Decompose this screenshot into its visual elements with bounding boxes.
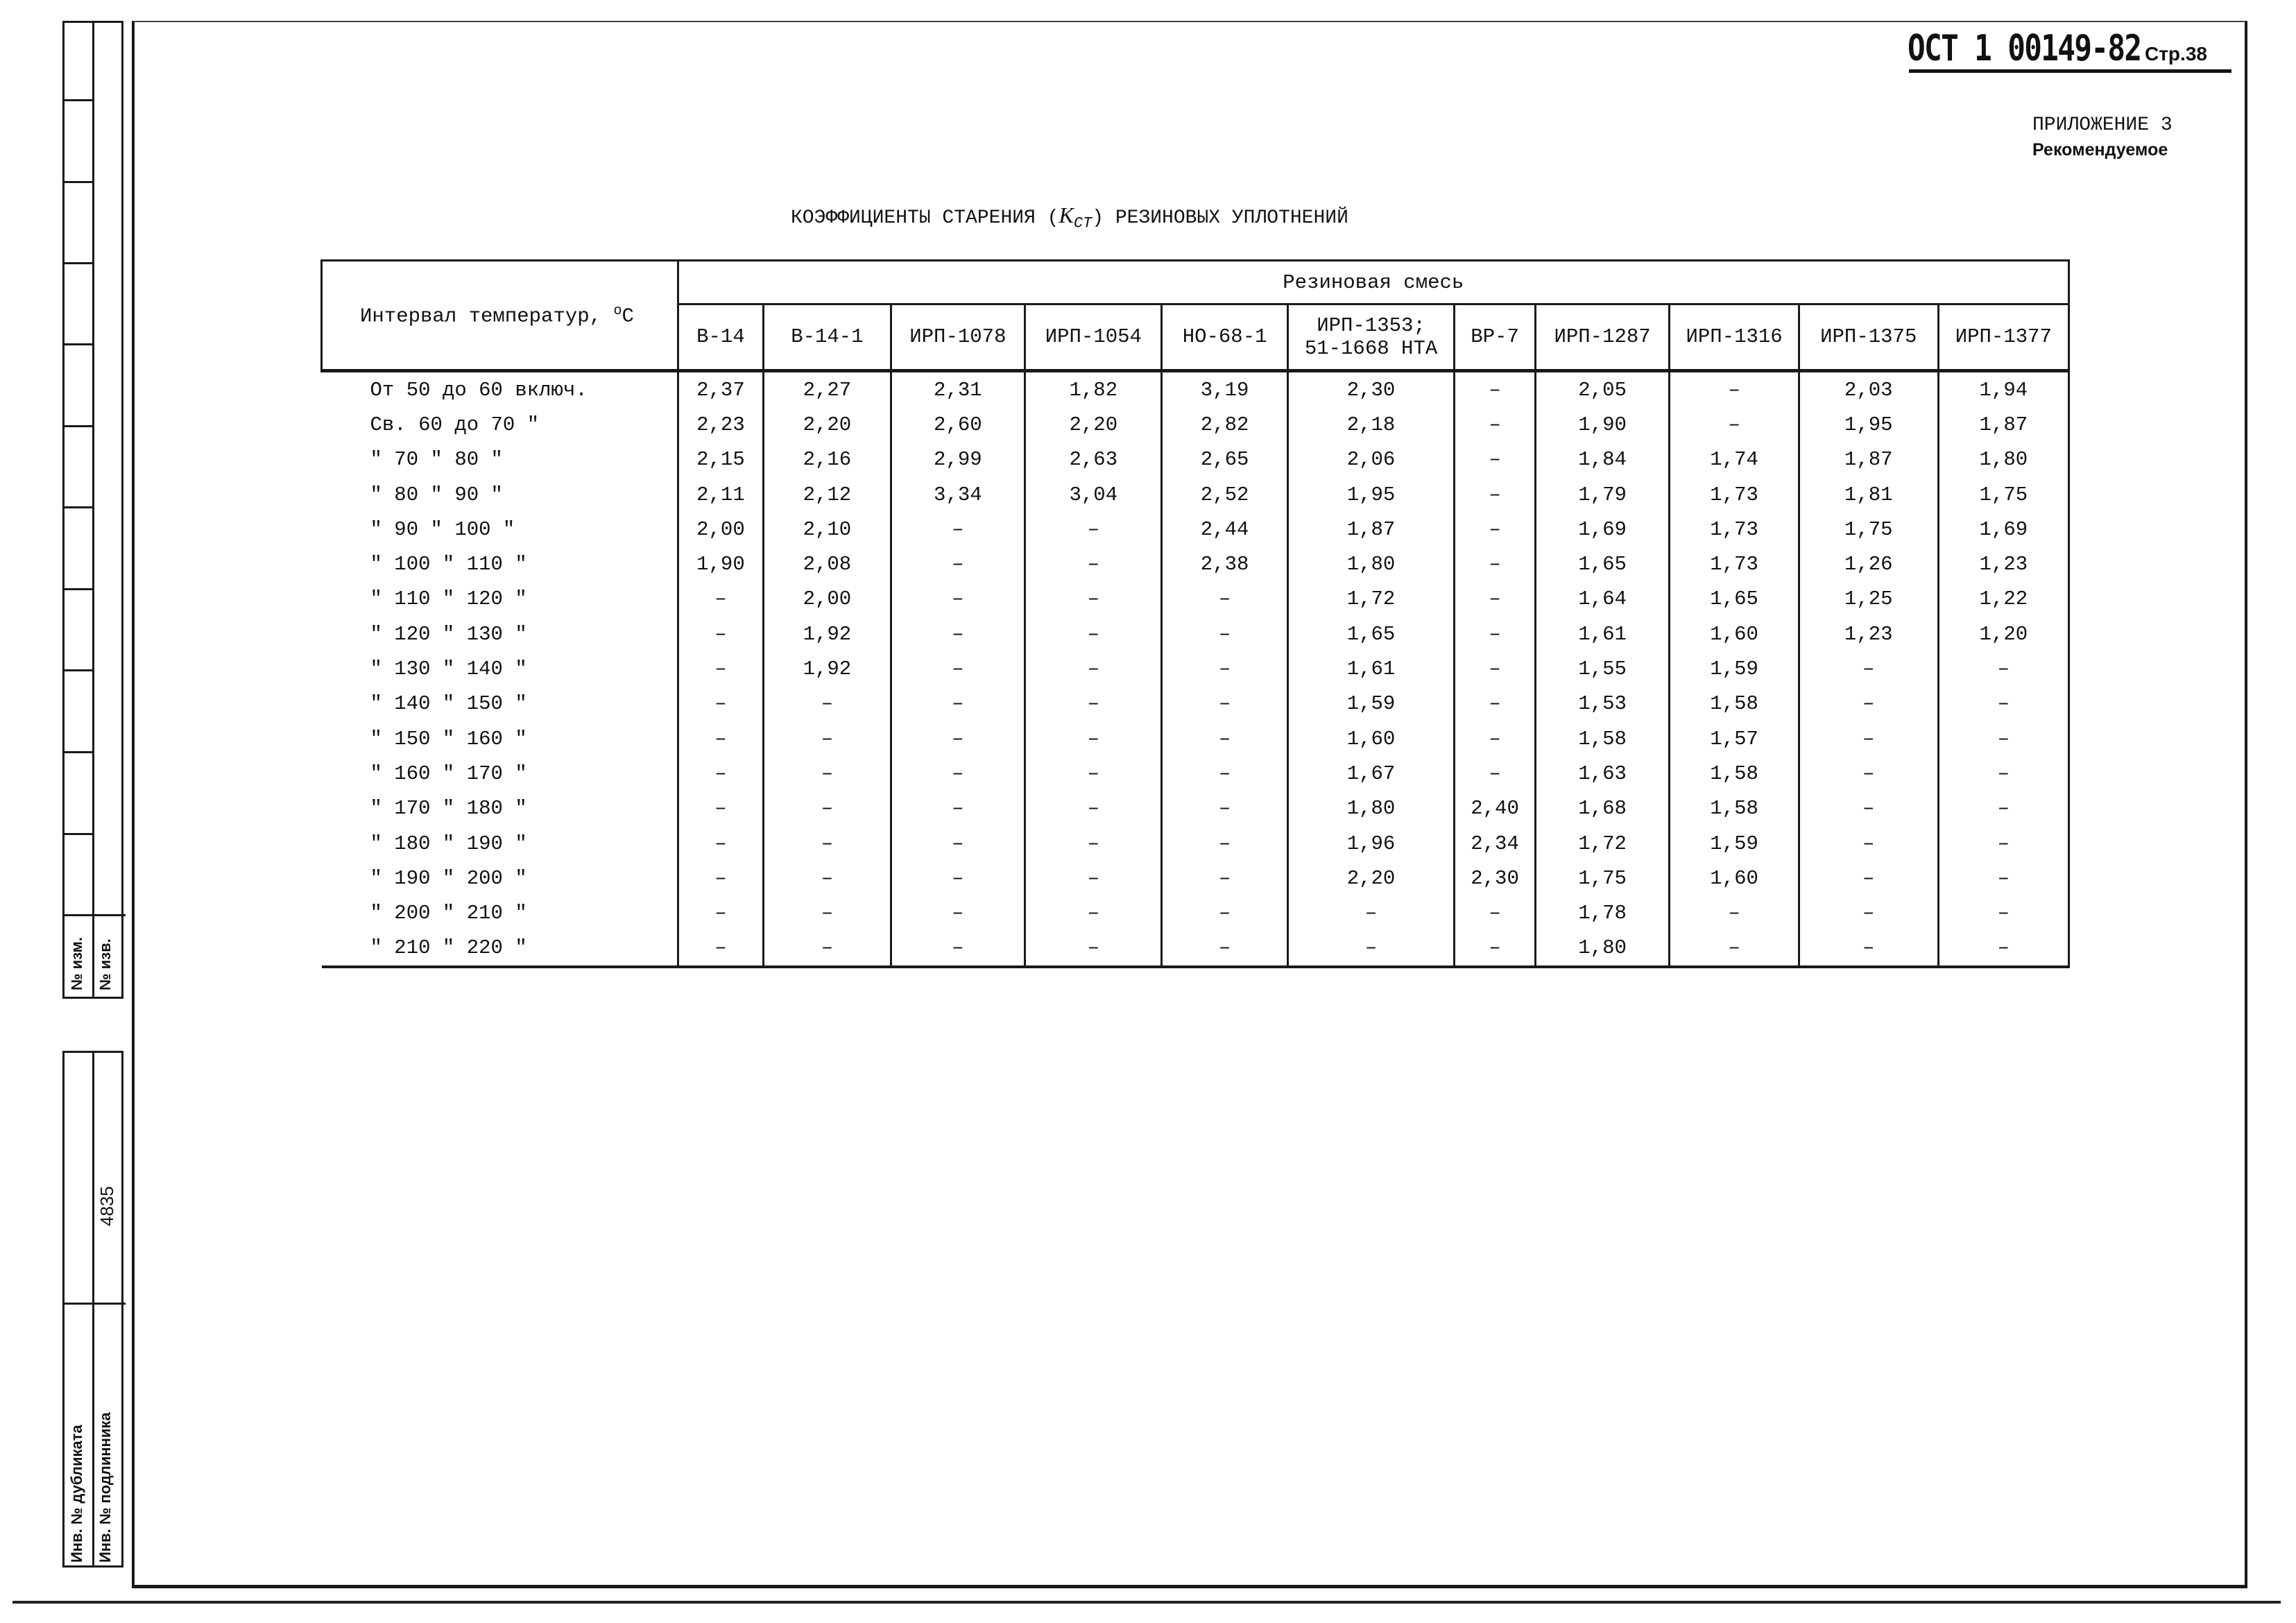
coefficient-cell: 1,25	[1799, 582, 1938, 617]
table-row	[322, 931, 2069, 967]
coefficient-cell: –	[891, 861, 1025, 895]
coefficient-cell: 1,23	[1938, 547, 2068, 581]
coefficient-cell: –	[1799, 687, 1938, 721]
coefficient-cell: –	[1455, 477, 1535, 512]
coefficient-cell: 3,04	[1025, 477, 1162, 512]
temperature-range: ″ 90 ″ 100 ″	[322, 512, 678, 547]
coefficient-cell: –	[764, 756, 891, 791]
temperature-range: ″ 130 ″ 140 ″	[322, 651, 678, 686]
inventory-number: 4835	[96, 1186, 117, 1226]
coefficient-cell: 1,73	[1670, 512, 1799, 547]
table-row	[322, 791, 2069, 826]
coefficient-cell: –	[1455, 687, 1535, 721]
coefficient-cell: 3,34	[891, 477, 1025, 512]
coefficient-cell: 1,22	[1938, 582, 2068, 617]
table-row	[322, 477, 2069, 512]
coefficient-cell: 1,59	[1670, 826, 1799, 861]
coefficient-cell: –	[1025, 582, 1162, 617]
coefficient-cell: 1,67	[1287, 756, 1455, 791]
coefficient-cell: 2,63	[1025, 443, 1162, 477]
coefficient-cell: 1,69	[1535, 512, 1670, 547]
page-number: Стр.38	[2145, 43, 2207, 65]
coefficient-cell: –	[1799, 791, 1938, 826]
temperature-range: ″ 190 ″ 200 ″	[322, 861, 678, 895]
coefficient-cell: –	[764, 861, 891, 895]
coefficient-cell: 2,23	[678, 407, 764, 442]
coefficient-cell: 1,90	[678, 547, 764, 581]
coefficient-cell: –	[891, 651, 1025, 686]
margin-stamp-bottom	[62, 1051, 123, 1568]
coefficient-cell: –	[764, 791, 891, 826]
table-title: КОЭФФИЦИЕНТЫ СТАРЕНИЯ $(K_{СТ})$ РЕЗИНОВЫХ УПЛОТНЕНИЙ	[791, 203, 1348, 232]
coefficient-cell: –	[1799, 756, 1938, 791]
coefficient-cell: 1,61	[1535, 617, 1670, 651]
coefficient-cell: –	[678, 617, 764, 651]
coefficient-cell: 1,95	[1287, 477, 1455, 512]
temperature-range: ″ 110 ″ 120 ″	[322, 582, 678, 617]
coefficient-cell: 2,20	[1025, 407, 1162, 442]
temperature-range: ″ 150 ″ 160 ″	[322, 721, 678, 756]
coefficient-cell: –	[1799, 826, 1938, 861]
temperature-range: ″ 100 ″ 110 ″	[322, 547, 678, 581]
coefficient-cell: –	[1455, 617, 1535, 651]
table-row	[322, 861, 2069, 895]
coefficient-cell: –	[1025, 826, 1162, 861]
coefficient-cell: –	[1455, 371, 1535, 408]
table-row	[322, 443, 2069, 477]
temperature-range: ″ 70 ″ 80 ″	[322, 443, 678, 477]
coefficient-cell: 1,61	[1287, 651, 1455, 686]
coefficient-cell: 1,63	[1535, 756, 1670, 791]
column-header: ИРП-1353; 51-1668 НТА	[1287, 304, 1455, 371]
coefficient-cell: –	[1799, 721, 1938, 756]
coefficient-cell: 2,38	[1162, 547, 1287, 581]
column-header: ИРП-1287	[1535, 304, 1670, 371]
coefficient-cell: 1,94	[1938, 371, 2068, 408]
coefficient-cell: –	[1938, 721, 2068, 756]
coefficient-cell: 1,73	[1670, 547, 1799, 581]
coefficient-cell: 1,72	[1287, 582, 1455, 617]
coefficient-cell: –	[1938, 931, 2068, 967]
coefficient-cell: 1,87	[1938, 407, 2068, 442]
coefficient-cell: 1,60	[1670, 861, 1799, 895]
coefficient-cell: –	[764, 931, 891, 967]
coefficient-cell: 2,52	[1162, 477, 1287, 512]
coefficient-cell: –	[1799, 895, 1938, 930]
coefficient-cell: 1,80	[1287, 547, 1455, 581]
coefficient-cell: –	[1455, 443, 1535, 477]
coefficient-cell: –	[1025, 512, 1162, 547]
coefficient-cell: 1,65	[1670, 582, 1799, 617]
column-header: В-14-1	[764, 304, 891, 371]
coefficient-cell: –	[1162, 651, 1287, 686]
coefficient-cell: 1,23	[1799, 617, 1938, 651]
coefficient-cell: 1,26	[1799, 547, 1938, 581]
coefficient-cell: –	[1670, 407, 1799, 442]
coefficient-cell: 1,95	[1799, 407, 1938, 442]
coefficient-cell: –	[891, 931, 1025, 967]
coefficient-cell: –	[891, 721, 1025, 756]
coefficient-cell: 1,80	[1938, 443, 2068, 477]
table-row	[322, 721, 2069, 756]
coefficient-cell: –	[1938, 861, 2068, 895]
coefficient-cell: 2,31	[891, 371, 1025, 408]
change-number-label: № изм.	[68, 937, 85, 990]
coefficient-cell: 1,87	[1287, 512, 1455, 547]
coefficient-cell: –	[1455, 931, 1535, 967]
coefficient-cell: –	[891, 756, 1025, 791]
coefficient-cell: –	[1162, 931, 1287, 967]
coefficient-cell: –	[1799, 861, 1938, 895]
table-row	[322, 547, 2069, 581]
coefficient-cell: 1,79	[1535, 477, 1670, 512]
coefficient-cell: 2,18	[1287, 407, 1455, 442]
appendix-label: ПРИЛОЖЕНИЕ 3	[2032, 114, 2173, 136]
coefficient-cell: 1,72	[1535, 826, 1670, 861]
coefficient-cell: –	[1025, 651, 1162, 686]
coefficient-cell: –	[1455, 407, 1535, 442]
coefficient-cell: –	[678, 861, 764, 895]
coefficient-cell: 1,53	[1535, 687, 1670, 721]
coefficient-cell: 1,68	[1535, 791, 1670, 826]
coefficient-cell: –	[764, 826, 891, 861]
table-row	[322, 826, 2069, 861]
table-row	[322, 582, 2069, 617]
coefficient-cell: –	[764, 687, 891, 721]
coefficient-cell: –	[1287, 931, 1455, 967]
coefficient-cell: –	[1162, 617, 1287, 651]
coefficient-cell: –	[1162, 861, 1287, 895]
coefficient-cell: 1,78	[1535, 895, 1670, 930]
coefficient-cell: 1,60	[1670, 617, 1799, 651]
coefficient-cell: –	[891, 582, 1025, 617]
coefficient-cell: 2,44	[1162, 512, 1287, 547]
coefficient-cell: 1,57	[1670, 721, 1799, 756]
coefficient-cell: 2,30	[1287, 371, 1455, 408]
coefficient-cell: 1,58	[1535, 721, 1670, 756]
coefficient-cell: –	[891, 826, 1025, 861]
coefficient-cell: 2,16	[764, 443, 891, 477]
coefficient-cell: –	[1455, 582, 1535, 617]
coefficient-cell: –	[891, 895, 1025, 930]
coefficient-cell: –	[891, 617, 1025, 651]
coefficient-cell: –	[678, 651, 764, 686]
coefficient-cell: –	[1455, 651, 1535, 686]
coefficient-cell: –	[678, 791, 764, 826]
coefficient-cell: –	[1455, 895, 1535, 930]
coefficient-cell: –	[678, 687, 764, 721]
temperature-range: ″ 140 ″ 150 ″	[322, 687, 678, 721]
coefficient-cell: 2,20	[764, 407, 891, 442]
coefficient-cell: –	[891, 791, 1025, 826]
coefficient-cell: –	[764, 721, 891, 756]
coefficient-cell: –	[1938, 687, 2068, 721]
coefficient-cell: 1,96	[1287, 826, 1455, 861]
coefficient-cell: –	[678, 582, 764, 617]
coefficient-cell: –	[891, 547, 1025, 581]
column-header: ИРП-1316	[1670, 304, 1799, 371]
coefficient-cell: –	[1025, 861, 1162, 895]
table-row	[322, 756, 2069, 791]
table-row	[322, 651, 2069, 686]
coefficient-cell: 1,65	[1535, 547, 1670, 581]
table-row	[322, 407, 2069, 442]
coefficient-cell: –	[1455, 756, 1535, 791]
temperature-range: От 50 до 60 включ.	[322, 371, 678, 408]
temperature-range: ″ 210 ″ 220 ″	[322, 931, 678, 967]
coefficient-cell: 2,15	[678, 443, 764, 477]
coefficient-cell: –	[1938, 651, 2068, 686]
coefficient-cell: –	[1025, 687, 1162, 721]
coefficient-cell: 2,34	[1455, 826, 1535, 861]
inv-duplicate-label: Инв. № дубликата	[68, 1425, 85, 1563]
document-code: ОСТ 1 00149-82	[1908, 28, 2141, 69]
coefficient-cell: –	[678, 721, 764, 756]
coefficient-cell: 2,40	[1455, 791, 1535, 826]
bottom-rule	[12, 1601, 2281, 1604]
coefficient-cell: –	[1938, 826, 2068, 861]
coefficient-cell: 2,03	[1799, 371, 1938, 408]
coefficient-cell: –	[1025, 931, 1162, 967]
notice-number-label: № изв.	[96, 938, 114, 990]
coefficient-cell: –	[1025, 895, 1162, 930]
coefficient-cell: 2,12	[764, 477, 891, 512]
temperature-range: Св. 60 до 70 ″	[322, 407, 678, 442]
coefficient-cell: 2,27	[764, 371, 891, 408]
coefficient-cell: –	[1162, 721, 1287, 756]
column-header: ИРП-1377	[1938, 304, 2068, 371]
margin-stamp-top	[62, 21, 123, 999]
coefficient-cell: –	[1799, 651, 1938, 686]
coefficient-cell: 2,10	[764, 512, 891, 547]
temperature-range: ″ 170 ″ 180 ″	[322, 791, 678, 826]
coefficient-cell: –	[891, 512, 1025, 547]
coefficient-cell: 2,99	[891, 443, 1025, 477]
coefficient-cell: 1,92	[764, 651, 891, 686]
column-header: НО-68-1	[1162, 304, 1287, 371]
coefficient-cell: 1,55	[1535, 651, 1670, 686]
column-header: ВР-7	[1455, 304, 1535, 371]
column-header: В-14	[678, 304, 764, 371]
temperature-range: ″ 160 ″ 170 ″	[322, 756, 678, 791]
coefficient-cell: 2,20	[1287, 861, 1455, 895]
coefficient-cell: 1,58	[1670, 687, 1799, 721]
coefficient-cell: 1,69	[1938, 512, 2068, 547]
coefficient-cell: 2,00	[678, 512, 764, 547]
table-row	[322, 512, 2069, 547]
coefficient-cell: 1,64	[1535, 582, 1670, 617]
coefficient-cell: –	[678, 756, 764, 791]
interval-header: Интервал температур, $^o$C	[322, 261, 678, 371]
header-underline	[1909, 69, 2231, 73]
table-row	[322, 617, 2069, 651]
coefficient-cell: –	[1455, 512, 1535, 547]
coefficient-cell: 1,90	[1535, 407, 1670, 442]
coefficient-cell: 2,06	[1287, 443, 1455, 477]
inv-original-label: Инв. № подлинника	[96, 1412, 114, 1563]
coefficient-cell: 1,74	[1670, 443, 1799, 477]
coefficient-cell: 1,80	[1287, 791, 1455, 826]
coefficient-cell: –	[1162, 687, 1287, 721]
coefficient-cell: –	[1025, 547, 1162, 581]
coefficient-cell: 2,05	[1535, 371, 1670, 408]
column-header: ИРП-1054	[1025, 304, 1162, 371]
coefficient-cell: 1,82	[1025, 371, 1162, 408]
coefficient-cell: 1,92	[764, 617, 891, 651]
coefficient-cell: 1,59	[1287, 687, 1455, 721]
coefficient-cell: 1,58	[1670, 791, 1799, 826]
coefficient-cell: 3,19	[1162, 371, 1287, 408]
coefficient-cell: –	[1670, 371, 1799, 408]
coefficient-cell: –	[1670, 895, 1799, 930]
coefficient-cell: –	[1455, 547, 1535, 581]
coefficient-cell: 1,80	[1535, 931, 1670, 967]
coefficient-cell: –	[1938, 895, 2068, 930]
coefficient-cell: –	[1938, 756, 2068, 791]
coefficient-cell: 1,73	[1670, 477, 1799, 512]
coefficient-cell: 2,37	[678, 371, 764, 408]
coefficient-cell: –	[678, 895, 764, 930]
coefficient-cell: 1,58	[1670, 756, 1799, 791]
coefficient-cell: 1,87	[1799, 443, 1938, 477]
coefficient-cell: –	[1025, 791, 1162, 826]
coefficient-cell: 1,84	[1535, 443, 1670, 477]
recommended-label: Рекомендуемое	[2032, 140, 2168, 160]
coefficient-cell: –	[1799, 931, 1938, 967]
coefficient-cell: 1,75	[1938, 477, 2068, 512]
coefficient-cell: 2,30	[1455, 861, 1535, 895]
coefficient-cell: –	[1287, 895, 1455, 930]
coefficient-cell: 2,65	[1162, 443, 1287, 477]
coefficient-cell: –	[891, 687, 1025, 721]
column-header: ИРП-1078	[891, 304, 1025, 371]
coefficient-cell: 2,82	[1162, 407, 1287, 442]
column-header: ИРП-1375	[1799, 304, 1938, 371]
coefficient-cell: –	[1162, 826, 1287, 861]
table-row	[322, 687, 2069, 721]
table-row	[322, 371, 2069, 408]
coefficient-cell: –	[1025, 617, 1162, 651]
coefficient-cell: –	[1162, 582, 1287, 617]
rubber-mix-header: Резиновая смесь	[678, 261, 2068, 304]
table-row	[322, 895, 2069, 930]
coefficient-cell: 2,60	[891, 407, 1025, 442]
coefficient-cell: –	[678, 826, 764, 861]
coefficient-cell: 1,59	[1670, 651, 1799, 686]
coefficient-cell: 2,00	[764, 582, 891, 617]
coefficient-cell: 1,65	[1287, 617, 1455, 651]
coefficient-cell: –	[1025, 756, 1162, 791]
coefficient-cell: –	[764, 895, 891, 930]
temperature-range: ″ 120 ″ 130 ″	[322, 617, 678, 651]
temperature-range: ″ 80 ″ 90 ″	[322, 477, 678, 512]
coefficient-cell: 2,08	[764, 547, 891, 581]
aging-coefficients-table	[320, 259, 2070, 968]
coefficient-cell: 1,20	[1938, 617, 2068, 651]
coefficient-cell: –	[1938, 791, 2068, 826]
coefficient-cell: –	[1162, 756, 1287, 791]
coefficient-cell: 2,11	[678, 477, 764, 512]
coefficient-cell: 1,75	[1535, 861, 1670, 895]
coefficient-cell: 1,81	[1799, 477, 1938, 512]
coefficient-cell: –	[1025, 721, 1162, 756]
coefficient-cell: –	[1162, 895, 1287, 930]
coefficient-cell: –	[1455, 721, 1535, 756]
coefficient-cell: –	[1162, 791, 1287, 826]
coefficient-cell: –	[1670, 931, 1799, 967]
temperature-range: ″ 200 ″ 210 ″	[322, 895, 678, 930]
coefficient-cell: 1,60	[1287, 721, 1455, 756]
coefficient-cell: –	[678, 931, 764, 967]
temperature-range: ″ 180 ″ 190 ″	[322, 826, 678, 861]
coefficient-cell: 1,75	[1799, 512, 1938, 547]
